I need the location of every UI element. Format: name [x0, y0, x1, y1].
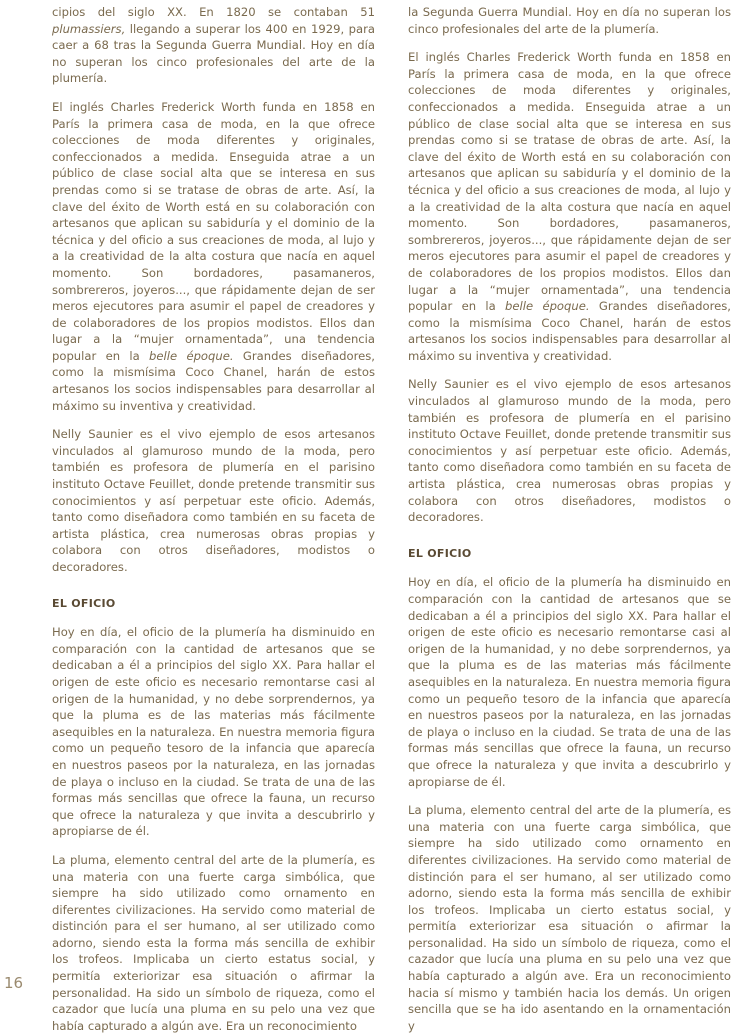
paragraph-oficio: Hoy en día, el oficio de la plumería ha disminuido en comparación con la cantidad de artesanos que se dedicaban a él a principios del siglo XX. Para hallar el origen de este oficio es necesario remontarse casi al origen de la humanidad, y no debe sorprendernos, ya que la pluma es de las materias más fácilmente asequibles en la naturaleza. En nuestra memoria figura como un pequeño tesoro de la infancia que aparecía en nuestros paseos por la naturaleza, en las jornadas de playa o incluso en la ciudad. Se trata de una de las formas más sencillas que ofrece la fauna, un recurso que ofrece la naturaleza y que invita a descubrirlo y apropiarse de él. [408, 575, 731, 789]
paragraph-text: cipios del siglo XX. En 1820 se contaban 51 [52, 5, 375, 19]
paragraph-pluma: La pluma, elemento central del arte de la plumería, es una materia con una fuerte carga simbólica, que siempre ha sido utilizado como ornamento en diferentes civilizaciones. Ha servido como material de distinción para el ser humano, al ser utilizado como adorno, siendo esta la forma más sencilla de exhibir los trofeos. Implicaba un cierto estatus social, y permitía exteriorizar esa situación o afirmar la personalidad. Ha sido un símbolo de riqueza, como el cazador que lucía una pluma en su pelo una vez que había capturado a algún ave. Era un reconocimiento [52, 852, 375, 1033]
paragraph-saunier: Nelly Saunier es el vivo ejemplo de esos artesanos vinculados al glamuroso mundo de la moda, pero también es profesora de plumería en el parisino instituto Octave Feuillet, donde pretende transmitir sus conocimientos y así perpetuar este oficio. Además, tanto como diseñadora como también en su faceta de artista plástica, crea numerosas obras propias y colabora con otros diseñadores, modistos o decoradores. [52, 427, 375, 574]
paragraph-text: El inglés Charles Frederick Worth funda en 1858 en París la primera casa de moda, en la que ofrece colecciones de moda diferentes y originales, confeccionados a medida. Enseguida atrae a un público de clase social alta que se interesa en sus prendas como si se tratase de obras de arte. Así, la clave del éxito de Worth está en su colaboración con artesanos que aplican su sabiduría y el dominio de la técnica y del oficio a sus creaciones de moda, al lujo y a la creatividad de la alta costura que nacía en aquel momento. Son bordadores, pasamaneros, sombrereros, joyeros..., que rápidamente dejan de ser meros ejecutores para asumir el papel de creadores y de colaboradores de los propios modistos. Ellos dan lugar a la “mujer ornamentada”, una tendencia popular en la [52, 99, 375, 363]
paragraph-text: Grandes diseñadores, como la mismísima Coco Chanel, harán de estos artesanos los socios indispensables para desarrollar al máximo su inventiva y creatividad. [52, 348, 375, 413]
paragraph-saunier: Nelly Saunier es el vivo ejemplo de esos artesanos vinculados al glamuroso mundo de la moda, pero también es profesora de plumería en el parisino instituto Octave Feuillet, donde pretende transmitir sus conocimientos y así perpetuar este oficio. Además, tanto como diseñadora como también en su faceta de artista plástica, crea numerosas obras propias y colabora con otros diseñadores, modistos o decoradores. [408, 377, 731, 525]
section-heading: EL OFICIO [408, 546, 472, 560]
paragraph-text: El inglés Charles Frederick Worth funda en 1858 en París la primera casa de moda, en la que ofrece colecciones de moda diferentes y originales, confeccionados a medida. Enseguida atrae a un público de clase social alta que se interesa en sus prendas como si se tratase de obras de arte. Así, la clave del éxito de Worth está en su colaboración con artesanos que aplican su sabiduría y el dominio de la técnica y del oficio a sus creaciones de moda, al lujo y a la creatividad de la alta costura que nacía en aquel momento. Son bordadores, pasamaneros, sombrereros, joyeros..., que rápidamente dejan de ser meros ejecutores para asumir el papel de creadores y de colaboradores de los propios modistos. Ellos dan lugar a la “mujer ornamentada”, una tendencia popular en la [408, 50, 731, 314]
paragraph-worth [408, 49, 731, 364]
paragraph-text: Grandes diseñadores, como la mismísima Coco Chanel, harán de estos artesanos los socios indispensables para desarrollar al máximo su inventiva y creatividad. [408, 299, 731, 363]
emphasis-text: belle époque. [149, 348, 234, 363]
paragraph-pluma: La pluma, elemento central del arte de la plumería, es una materia con una fuerte carga simbólica, que siempre ha sido utilizado como ornamento en diferentes civilizaciones. Ha servido como material de distinción para el ser humano, al ser utilizado como adorno, siendo esta la forma más sencilla de exhibir los trofeos. Implicaba un cierto estatus social, y permitía exteriorizar esa situación o afirmar la personalidad. Ha sido un símbolo de riqueza, como el cazador que lucía una pluma en su pelo una vez que había capturado a algún ave. Era un reconocimiento hacia sí mismo y también hacia los demás. Un origen sencilla que se ha ido asentando en la ornamentación y [408, 803, 731, 1033]
paragraph-worth [52, 99, 375, 414]
paragraph-intro [52, 4, 375, 87]
paragraph-oficio: Hoy en día, el oficio de la plumería ha disminuido en comparación con la cantidad de artesanos que se dedicaban a él a principios del siglo XX. Para hallar el origen de este oficio es necesario remontarse casi al origen de la humanidad, y no debe sorprendernos, ya que la pluma es de las materias más fácilmente asequibles en la naturaleza. En nuestra memoria figura como un pequeño tesoro de la infancia que aparecía en nuestros paseos por la naturaleza, en las jornadas de playa o incluso en la ciudad. Se trata de una de las formas más sencillas que ofrece la fauna, un recurso que ofrece la naturaleza y que invita a descubrirlo y apropiarse de él. [52, 625, 375, 839]
right-column [408, 4, 731, 1034]
left-column [52, 4, 375, 1034]
emphasis-text: belle époque. [505, 299, 590, 314]
paragraph-intro: la Segunda Guerra Mundial. Hoy en día no superan los cinco profesionales del arte de la plumería. [408, 5, 731, 36]
page-number: 16 [4, 974, 24, 992]
section-heading: EL OFICIO [52, 596, 116, 610]
paragraph-text: llegando a superar los 400 en 1929, para caer a 68 tras la Segunda Guerra Mundial. Hoy en día no superan los cinco profesionales del arte de la plumería. [52, 21, 375, 86]
emphasis-text: plumassiers, [52, 21, 126, 36]
